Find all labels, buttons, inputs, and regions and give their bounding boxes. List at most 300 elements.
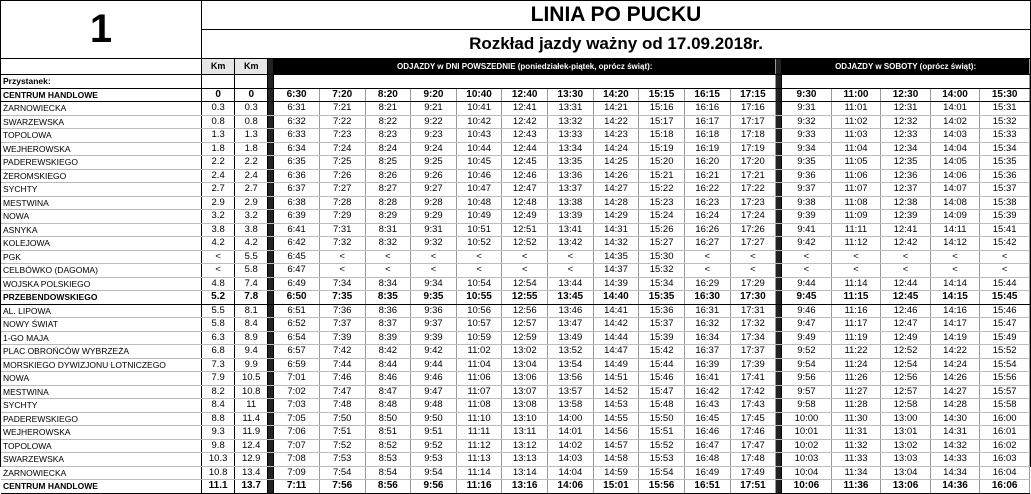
km-value: 11.9 bbox=[235, 426, 268, 440]
saturday-departure: 13:04 bbox=[881, 466, 931, 480]
saturday-departure: 11:33 bbox=[831, 453, 881, 467]
saturday-departure: 16:00 bbox=[980, 412, 1030, 426]
weekday-departure: 14:42 bbox=[593, 318, 639, 332]
weekday-departure: 6:30 bbox=[274, 88, 320, 102]
blank-cell bbox=[782, 75, 1030, 89]
weekday-departure: 9:28 bbox=[411, 196, 457, 210]
stop-row bbox=[1, 102, 1030, 116]
weekday-departure: 7:24 bbox=[319, 142, 365, 156]
weekday-departure: 17:42 bbox=[730, 385, 776, 399]
saturday-departure: 11:00 bbox=[831, 88, 881, 102]
saturday-departure: 16:04 bbox=[980, 466, 1030, 480]
saturday-departure: 15:39 bbox=[980, 210, 1030, 224]
weekday-departure: 15:51 bbox=[639, 426, 685, 440]
saturday-departure: 12:41 bbox=[881, 223, 931, 237]
km-value: 1.3 bbox=[235, 129, 268, 143]
weekday-departure: 14:31 bbox=[593, 223, 639, 237]
stop-name: SWARZEWSKA bbox=[1, 453, 202, 467]
weekday-departure: 8:23 bbox=[365, 129, 411, 143]
weekday-departure: 17:24 bbox=[730, 210, 776, 224]
weekday-departure: < bbox=[684, 264, 730, 278]
saturday-departure: 9:41 bbox=[782, 223, 832, 237]
saturday-departure: 11:07 bbox=[831, 183, 881, 197]
weekday-departure: 6:33 bbox=[274, 129, 320, 143]
weekday-departure: 9:42 bbox=[411, 345, 457, 359]
weekday-departure: 10:57 bbox=[456, 318, 502, 332]
weekday-departure: 12:40 bbox=[502, 88, 548, 102]
weekday-departure: 17:46 bbox=[730, 426, 776, 440]
weekday-departure: 8:50 bbox=[365, 412, 411, 426]
weekday-departure: 14:21 bbox=[593, 102, 639, 116]
km-value: 1.8 bbox=[202, 142, 235, 156]
saturday-departure: 16:06 bbox=[980, 480, 1030, 494]
saturday-departure: 15:41 bbox=[980, 223, 1030, 237]
weekday-departure: 14:56 bbox=[593, 426, 639, 440]
weekday-departure: 17:16 bbox=[730, 102, 776, 116]
line-number: 1 bbox=[1, 1, 202, 58]
km-value: 9.8 bbox=[202, 439, 235, 453]
weekday-departure: 17:18 bbox=[730, 129, 776, 143]
weekday-departure: 13:32 bbox=[548, 115, 594, 129]
weekday-departure: 13:16 bbox=[502, 480, 548, 494]
saturday-departure: 14:02 bbox=[930, 115, 980, 129]
saturday-departure: 11:04 bbox=[831, 142, 881, 156]
weekday-departure: 9:29 bbox=[411, 210, 457, 224]
saturday-departure: 15:47 bbox=[980, 318, 1030, 332]
weekday-departure: 13:11 bbox=[502, 426, 548, 440]
stop-row bbox=[1, 439, 1030, 453]
km-value: 8.1 bbox=[235, 304, 268, 318]
weekday-departure: 7:07 bbox=[274, 439, 320, 453]
weekday-departure: 13:42 bbox=[548, 237, 594, 251]
weekday-departure: 13:41 bbox=[548, 223, 594, 237]
stop-name: CENTRUM HANDLOWE bbox=[1, 480, 202, 494]
saturday-departure: 14:15 bbox=[930, 291, 980, 305]
saturday-departure: 10:01 bbox=[782, 426, 832, 440]
saturday-departure: 10:03 bbox=[782, 453, 832, 467]
weekday-departure: 16:47 bbox=[684, 439, 730, 453]
weekday-departure: 17:20 bbox=[730, 156, 776, 170]
weekday-departure: 14:47 bbox=[593, 345, 639, 359]
saturday-departure: 11:19 bbox=[831, 331, 881, 345]
saturday-departure: 11:11 bbox=[831, 223, 881, 237]
saturday-departure: 9:58 bbox=[782, 399, 832, 413]
weekday-departure: 8:52 bbox=[365, 439, 411, 453]
weekday-departure: 6:51 bbox=[274, 304, 320, 318]
weekday-departure: 16:16 bbox=[684, 102, 730, 116]
weekday-departure: 9:32 bbox=[411, 237, 457, 251]
stop-name: MORSKIEGO DYWIZJONU LOTNICZEGO bbox=[1, 358, 202, 372]
weekday-departure: 16:31 bbox=[684, 304, 730, 318]
saturday-departure: 15:49 bbox=[980, 331, 1030, 345]
weekday-departure: 10:41 bbox=[456, 102, 502, 116]
stop-label-row bbox=[1, 75, 1030, 89]
saturday-departure: 15:42 bbox=[980, 237, 1030, 251]
weekday-departure: 6:54 bbox=[274, 331, 320, 345]
km-value: 2.2 bbox=[202, 156, 235, 170]
saturday-departure: 15:54 bbox=[980, 358, 1030, 372]
weekday-departure: 12:54 bbox=[502, 277, 548, 291]
stop-name: KOLEJOWA bbox=[1, 237, 202, 251]
weekday-departure: 17:15 bbox=[730, 88, 776, 102]
weekday-departure: 7:09 bbox=[274, 466, 320, 480]
column-header-row bbox=[1, 59, 1030, 75]
weekday-departure: 15:42 bbox=[639, 345, 685, 359]
saturday-departure: 14:28 bbox=[930, 399, 980, 413]
saturday-departure: 11:34 bbox=[831, 466, 881, 480]
weekday-departure: 13:06 bbox=[502, 372, 548, 386]
km-value: 13.4 bbox=[235, 466, 268, 480]
weekday-departure: 16:43 bbox=[684, 399, 730, 413]
km-value: 6.3 bbox=[202, 331, 235, 345]
weekday-departure: 14:55 bbox=[593, 412, 639, 426]
weekday-departure: 14:22 bbox=[593, 115, 639, 129]
weekday-departure: < bbox=[319, 264, 365, 278]
weekday-departure: < bbox=[730, 264, 776, 278]
stop-row bbox=[1, 210, 1030, 224]
weekday-departure: 16:24 bbox=[684, 210, 730, 224]
weekday-departure: 13:07 bbox=[502, 385, 548, 399]
weekday-departure: 14:37 bbox=[593, 264, 639, 278]
weekday-departure: 14:06 bbox=[548, 480, 594, 494]
weekday-departure: 10:42 bbox=[456, 115, 502, 129]
title-block bbox=[202, 1, 1030, 58]
weekday-departure: 7:36 bbox=[319, 304, 365, 318]
weekday-departure: 9:37 bbox=[411, 318, 457, 332]
saturday-departure: 12:45 bbox=[881, 291, 931, 305]
saturday-departure: 14:24 bbox=[930, 358, 980, 372]
weekday-departure: 15:22 bbox=[639, 183, 685, 197]
stop-name: CENTRUM HANDLOWE bbox=[1, 88, 202, 102]
weekday-departure: 12:56 bbox=[502, 304, 548, 318]
weekday-departure: 12:43 bbox=[502, 129, 548, 143]
weekday-departure: 16:19 bbox=[684, 142, 730, 156]
weekday-departure: < bbox=[411, 264, 457, 278]
km-value: 2.7 bbox=[202, 183, 235, 197]
weekday-departure: 14:35 bbox=[593, 250, 639, 264]
weekday-departure: 9:53 bbox=[411, 453, 457, 467]
saturday-departure: 14:17 bbox=[930, 318, 980, 332]
weekday-departure: 9:24 bbox=[411, 142, 457, 156]
saturday-departure: 12:57 bbox=[881, 385, 931, 399]
km-value: 11.1 bbox=[202, 480, 235, 494]
weekday-departure: < bbox=[365, 264, 411, 278]
km-value: 2.9 bbox=[202, 196, 235, 210]
weekday-departure: 16:30 bbox=[684, 291, 730, 305]
saturday-departure: 9:38 bbox=[782, 196, 832, 210]
weekday-departure: 7:37 bbox=[319, 318, 365, 332]
weekday-departure: 9:36 bbox=[411, 304, 457, 318]
weekday-departure: 6:57 bbox=[274, 345, 320, 359]
saturday-departure: 9:33 bbox=[782, 129, 832, 143]
weekday-departure: 8:48 bbox=[365, 399, 411, 413]
weekday-departure: 16:51 bbox=[684, 480, 730, 494]
weekday-departure: < bbox=[411, 250, 457, 264]
weekday-departure: 15:26 bbox=[639, 223, 685, 237]
stop-row bbox=[1, 412, 1030, 426]
weekday-departure: 10:55 bbox=[456, 291, 502, 305]
km-header-1: Km bbox=[202, 59, 235, 75]
saturday-departure: 11:08 bbox=[831, 196, 881, 210]
saturday-departure: 11:09 bbox=[831, 210, 881, 224]
stop-name: ŻEROMSKIEGO bbox=[1, 169, 202, 183]
weekday-departure: 14:57 bbox=[593, 439, 639, 453]
saturday-departure: 9:32 bbox=[782, 115, 832, 129]
weekday-departure: < bbox=[548, 250, 594, 264]
saturday-departure: 15:52 bbox=[980, 345, 1030, 359]
weekday-departure: 10:49 bbox=[456, 210, 502, 224]
weekday-departure: 11:11 bbox=[456, 426, 502, 440]
weekday-departure: 17:48 bbox=[730, 453, 776, 467]
km-value: 0.3 bbox=[202, 102, 235, 116]
weekday-departure: 15:15 bbox=[639, 88, 685, 102]
weekday-departure: < bbox=[365, 250, 411, 264]
stop-name: WEJHEROWSKA bbox=[1, 426, 202, 440]
saturday-departure: 9:30 bbox=[782, 88, 832, 102]
weekday-departure: 16:27 bbox=[684, 237, 730, 251]
weekday-departure: 7:11 bbox=[274, 480, 320, 494]
weekday-departure: 13:14 bbox=[502, 466, 548, 480]
weekday-departure: 7:03 bbox=[274, 399, 320, 413]
weekday-departure: 15:48 bbox=[639, 399, 685, 413]
weekday-departure: 7:56 bbox=[319, 480, 365, 494]
weekday-departure: 14:59 bbox=[593, 466, 639, 480]
saturday-departure: 15:32 bbox=[980, 115, 1030, 129]
weekday-departure: 7:47 bbox=[319, 385, 365, 399]
saturday-departure: 13:02 bbox=[881, 439, 931, 453]
weekday-departure: 17:41 bbox=[730, 372, 776, 386]
weekday-departure: 13:33 bbox=[548, 129, 594, 143]
weekday-departure: 11:14 bbox=[456, 466, 502, 480]
saturday-departure: 14:01 bbox=[930, 102, 980, 116]
weekday-departure: 6:35 bbox=[274, 156, 320, 170]
saturday-departure: 12:49 bbox=[881, 331, 931, 345]
km-value: 7.9 bbox=[202, 372, 235, 386]
weekday-departure: 7:20 bbox=[319, 88, 365, 102]
weekday-departure: 17:23 bbox=[730, 196, 776, 210]
weekday-departure: 13:47 bbox=[548, 318, 594, 332]
saturday-departure: 14:19 bbox=[930, 331, 980, 345]
weekday-departure: 9:25 bbox=[411, 156, 457, 170]
weekday-departure: 16:21 bbox=[684, 169, 730, 183]
saturday-departure: 9:47 bbox=[782, 318, 832, 332]
weekday-departure: 17:39 bbox=[730, 358, 776, 372]
stop-name: TOPOLOWA bbox=[1, 129, 202, 143]
weekday-departure: 15:18 bbox=[639, 129, 685, 143]
weekday-departure: 9:46 bbox=[411, 372, 457, 386]
weekday-departure: 15:46 bbox=[639, 372, 685, 386]
weekday-departure: 10:52 bbox=[456, 237, 502, 251]
km-value: 7.3 bbox=[202, 358, 235, 372]
saturday-departure: 9:45 bbox=[782, 291, 832, 305]
stop-row bbox=[1, 426, 1030, 440]
saturday-departure: 15:36 bbox=[980, 169, 1030, 183]
weekday-departure: 13:57 bbox=[548, 385, 594, 399]
weekday-departure: 15:39 bbox=[639, 331, 685, 345]
saturday-departure: 12:34 bbox=[881, 142, 931, 156]
weekday-departure: 13:04 bbox=[502, 358, 548, 372]
weekday-departure: 14:32 bbox=[593, 237, 639, 251]
weekday-departure: 17:32 bbox=[730, 318, 776, 332]
stop-name: MESTWINA bbox=[1, 196, 202, 210]
weekday-departure: 11:08 bbox=[456, 399, 502, 413]
saturday-departure: 14:22 bbox=[930, 345, 980, 359]
weekday-departure: 15:20 bbox=[639, 156, 685, 170]
km-value: 4.2 bbox=[202, 237, 235, 251]
saturday-departure: 9:35 bbox=[782, 156, 832, 170]
weekday-departure: 15:53 bbox=[639, 453, 685, 467]
km-value: 9.3 bbox=[202, 426, 235, 440]
weekday-departure: 15:36 bbox=[639, 304, 685, 318]
weekday-departure: 14:00 bbox=[548, 412, 594, 426]
weekday-departure: 11:07 bbox=[456, 385, 502, 399]
saturday-departure: 12:33 bbox=[881, 129, 931, 143]
weekday-departure: 11:04 bbox=[456, 358, 502, 372]
saturday-departure: < bbox=[980, 250, 1030, 264]
saturday-departure: 11:28 bbox=[831, 399, 881, 413]
saturday-departure: 12:38 bbox=[881, 196, 931, 210]
weekday-departure: 13:30 bbox=[548, 88, 594, 102]
saturday-departure: 12:30 bbox=[881, 88, 931, 102]
weekday-departure: 7:05 bbox=[274, 412, 320, 426]
weekday-departure: 9:56 bbox=[411, 480, 457, 494]
stop-name: PLAC OBROŃCÓW WYBRZEŻA bbox=[1, 345, 202, 359]
weekday-departure: 10:45 bbox=[456, 156, 502, 170]
weekday-departure: 13:36 bbox=[548, 169, 594, 183]
km-value: 5.8 bbox=[235, 264, 268, 278]
saturday-departure: < bbox=[980, 264, 1030, 278]
timetable-header bbox=[1, 1, 1030, 59]
saturday-departure: 9:34 bbox=[782, 142, 832, 156]
weekday-departure: 7:48 bbox=[319, 399, 365, 413]
stop-row bbox=[1, 480, 1030, 494]
weekday-departure: 13:37 bbox=[548, 183, 594, 197]
saturday-departure: 14:27 bbox=[930, 385, 980, 399]
saturday-departure: 12:39 bbox=[881, 210, 931, 224]
weekday-departure: 17:19 bbox=[730, 142, 776, 156]
weekday-departure: < bbox=[319, 250, 365, 264]
weekday-departure: 16:37 bbox=[684, 345, 730, 359]
weekday-departure: 7:06 bbox=[274, 426, 320, 440]
weekday-departure: 15:54 bbox=[639, 466, 685, 480]
weekday-departure: 12:55 bbox=[502, 291, 548, 305]
weekday-departure: 13:56 bbox=[548, 372, 594, 386]
weekday-departure: 9:50 bbox=[411, 412, 457, 426]
weekday-departure: 17:21 bbox=[730, 169, 776, 183]
weekday-departure: 7:21 bbox=[319, 102, 365, 116]
saturday-departure: 12:31 bbox=[881, 102, 931, 116]
weekday-departure: 9:39 bbox=[411, 331, 457, 345]
weekday-departure: 16:45 bbox=[684, 412, 730, 426]
stop-name: SWARZEWSKA bbox=[1, 115, 202, 129]
saturday-departure: 11:27 bbox=[831, 385, 881, 399]
stop-name: PGK bbox=[1, 250, 202, 264]
stop-row bbox=[1, 196, 1030, 210]
weekday-departure: 16:20 bbox=[684, 156, 730, 170]
saturday-departure: 14:31 bbox=[930, 426, 980, 440]
weekday-departure: < bbox=[548, 264, 594, 278]
weekday-departure: 14:20 bbox=[593, 88, 639, 102]
stop-name: ŻARNOWIECKA bbox=[1, 466, 202, 480]
saturday-departure: 15:58 bbox=[980, 399, 1030, 413]
km-value: 4.2 bbox=[235, 237, 268, 251]
weekday-departure: 15:19 bbox=[639, 142, 685, 156]
weekday-departure: 15:56 bbox=[639, 480, 685, 494]
saturday-departure: 9:57 bbox=[782, 385, 832, 399]
weekday-departure: 14:23 bbox=[593, 129, 639, 143]
saturday-departure: 12:46 bbox=[881, 304, 931, 318]
weekday-departure: 14:44 bbox=[593, 331, 639, 345]
weekday-departure: 8:27 bbox=[365, 183, 411, 197]
weekday-departure: 16:41 bbox=[684, 372, 730, 386]
weekday-departure: 14:53 bbox=[593, 399, 639, 413]
weekday-departure: 7:46 bbox=[319, 372, 365, 386]
km-value: 2.9 bbox=[235, 196, 268, 210]
km-value: 3.2 bbox=[235, 210, 268, 224]
saturday-departure: < bbox=[831, 250, 881, 264]
weekday-departure: 9:20 bbox=[411, 88, 457, 102]
saturday-departure: 14:05 bbox=[930, 156, 980, 170]
saturday-departure: 14:32 bbox=[930, 439, 980, 453]
weekday-departure: 9:35 bbox=[411, 291, 457, 305]
weekday-header: ODJAZDY w DNI POWSZEDNIE (poniedziałek-piątek, oprócz świąt): bbox=[274, 59, 776, 75]
stop-name: NOWA bbox=[1, 210, 202, 224]
stop-row bbox=[1, 250, 1030, 264]
saturday-departure: < bbox=[782, 250, 832, 264]
weekday-departure: 14:29 bbox=[593, 210, 639, 224]
weekday-departure: 16:18 bbox=[684, 129, 730, 143]
weekday-departure: 17:49 bbox=[730, 466, 776, 480]
km-value: 11.4 bbox=[235, 412, 268, 426]
km-value: 5.5 bbox=[202, 304, 235, 318]
weekday-departure: 15:24 bbox=[639, 210, 685, 224]
saturday-departure: 11:31 bbox=[831, 426, 881, 440]
km-value: 1.3 bbox=[202, 129, 235, 143]
saturday-departure: 14:30 bbox=[930, 412, 980, 426]
weekday-departure: 17:34 bbox=[730, 331, 776, 345]
weekday-departure: < bbox=[456, 250, 502, 264]
weekday-departure: 12:52 bbox=[502, 237, 548, 251]
saturday-departure: 11:15 bbox=[831, 291, 881, 305]
schedule-validity: Rozkład jazdy ważny od 17.09.2018r. bbox=[469, 34, 763, 53]
saturday-departure: 9:39 bbox=[782, 210, 832, 224]
stop-name: ŻARNOWIECKA bbox=[1, 102, 202, 116]
weekday-departure: 13:45 bbox=[548, 291, 594, 305]
saturday-departure: 15:33 bbox=[980, 129, 1030, 143]
km-value: 3.2 bbox=[202, 210, 235, 224]
km-value: 8.4 bbox=[235, 318, 268, 332]
weekday-departure: < bbox=[684, 250, 730, 264]
saturday-header: ODJAZDY w SOBOTY (oprócz świąt): bbox=[782, 59, 1030, 75]
stop-name: SYCHTY bbox=[1, 399, 202, 413]
weekday-departure: 14:51 bbox=[593, 372, 639, 386]
saturday-departure: 15:34 bbox=[980, 142, 1030, 156]
weekday-departure: 13:52 bbox=[548, 345, 594, 359]
saturday-departure: < bbox=[881, 250, 931, 264]
weekday-departure: 8:54 bbox=[365, 466, 411, 480]
saturday-departure: 12:32 bbox=[881, 115, 931, 129]
weekday-departure: 8:21 bbox=[365, 102, 411, 116]
km-value: 8.8 bbox=[202, 412, 235, 426]
weekday-departure: 13:08 bbox=[502, 399, 548, 413]
weekday-departure: 17:27 bbox=[730, 237, 776, 251]
weekday-departure: 10:56 bbox=[456, 304, 502, 318]
weekday-departure: 7:53 bbox=[319, 453, 365, 467]
weekday-departure: 15:32 bbox=[639, 264, 685, 278]
saturday-departure: 15:38 bbox=[980, 196, 1030, 210]
saturday-departure: 12:52 bbox=[881, 345, 931, 359]
saturday-departure: 9:44 bbox=[782, 277, 832, 291]
